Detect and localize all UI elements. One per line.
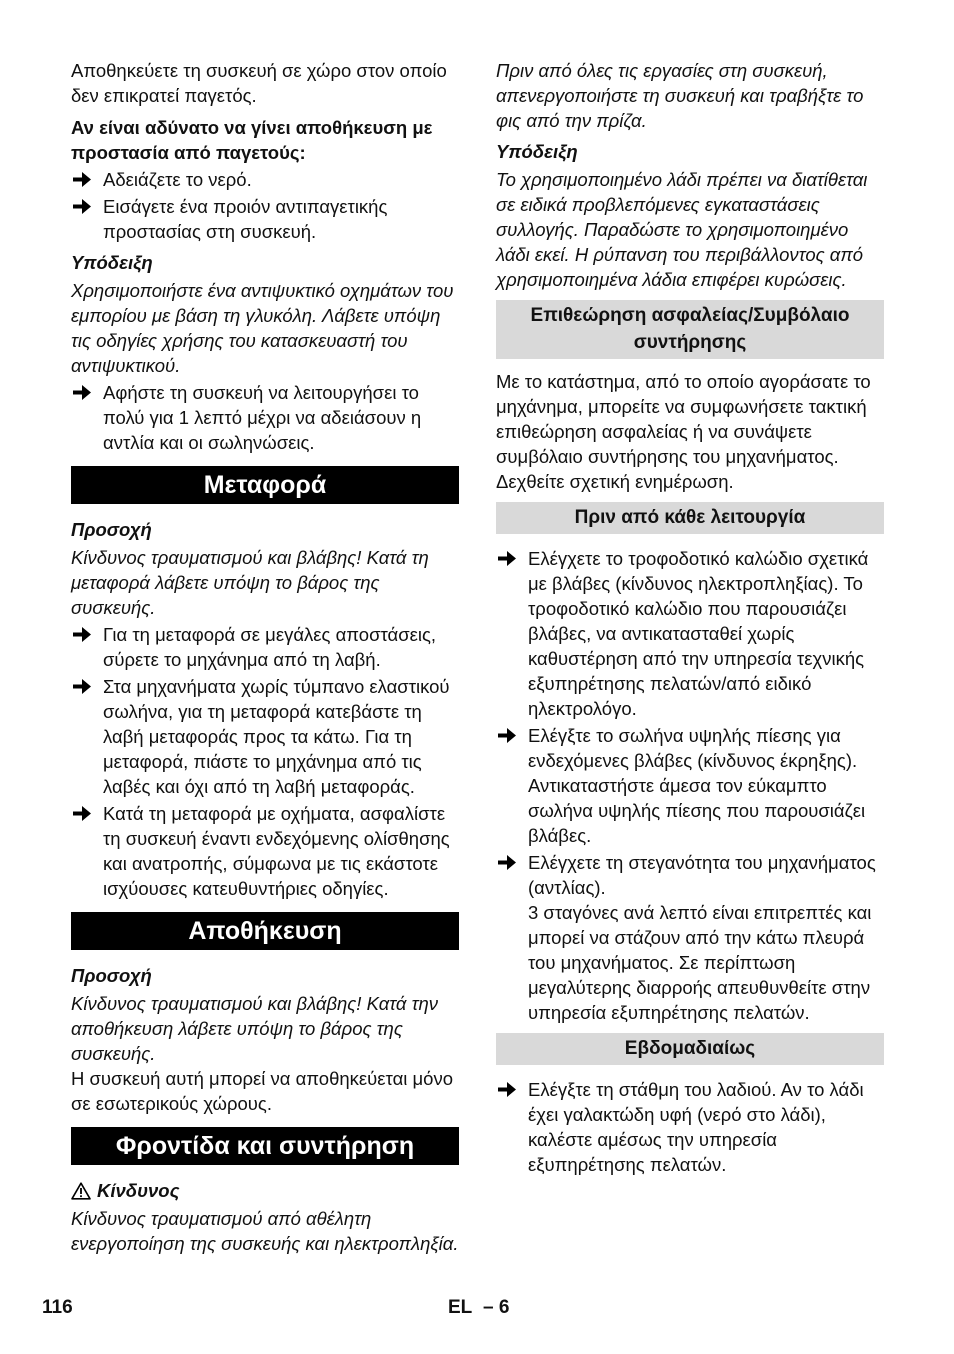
- run-bullet: [71, 380, 459, 455]
- arrow-right-icon: [71, 674, 93, 699]
- arrow-right-icon: [496, 546, 518, 571]
- right-column: [496, 58, 884, 1177]
- section-title-transport: Μεταφορά: [71, 466, 459, 504]
- subsection-title-inspection: Επιθεώρηση ασφαλείας/Συμβόλαιο συντήρησης: [496, 300, 884, 359]
- danger-text: Κίνδυνος τραυματισμού από αθέλητη ενεργοποίηση της συσκευής και ηλεκτροπληξία.: [71, 1208, 459, 1254]
- frost-bullet-2: [71, 194, 459, 244]
- arrow-right-icon: [71, 167, 93, 192]
- bullet-text: Αφήστε τη συσκευή να λειτουργήσει το πολύ για 1 λεπτό μέχρι να αδειάσουν η αντλία και οι σωληνώσεις.: [103, 382, 422, 453]
- bullet-text: Για τη μεταφορά σε μεγάλες αποστάσεις, σύρετε το μηχάνημα από τη λαβή.: [103, 624, 437, 670]
- frost-bullet-1: [71, 167, 459, 192]
- bullet-text: Ελέγξτε το σωλήνα υψηλής πίεσης για ενδεχόμενες βλάβες (κίνδυνος έκρηξης).: [528, 725, 858, 771]
- note-label: Υπόδειξη: [496, 141, 578, 162]
- storage-intro-text: Αποθηκεύετε τη συσκευή σε χώρο στον οποίο δεν επικρατεί παγετός.: [71, 60, 447, 106]
- arrow-right-icon: [71, 622, 93, 647]
- subsection-title-before-each: Πριν από κάθε λειτουργία: [496, 502, 884, 534]
- transport-bullet-2: [71, 674, 459, 799]
- section-title-care: Φροντίδα και συντήρηση: [71, 1127, 459, 1165]
- bullet-extra-text: Αντικαταστήστε άμεσα τον εύκαμπτο σωλήνα υψηλής πίεσης που παρουσιάζει βλάβες.: [528, 775, 866, 846]
- caution-text: Κίνδυνος τραυματισμού και βλάβης! Κατά την αποθήκευση λάβετε υπόψη το βάρος της συσκευής.: [71, 993, 439, 1064]
- danger-label: Κίνδυνος: [97, 1180, 180, 1201]
- arrow-right-icon: [496, 850, 518, 875]
- bullet-extra-text: 3 σταγόνες ανά λεπτό είναι επιτρεπτές και μπορεί να στάζουν από την κάτω πλευρά του μηχανήματος. Σε περίπτωση μεγαλύτερης διαρροής απευθυνθείτε στην υπηρεσία εξυπηρέτησης πελατών.: [528, 902, 872, 1023]
- warning-triangle-icon: [71, 1182, 91, 1200]
- bullet-text: Ελέγχετε τη στεγανότητα του μηχανήματος (αντλίας).: [528, 852, 876, 898]
- check-bullet-1: [496, 546, 884, 721]
- caution-label: Προσοχή: [71, 965, 152, 986]
- section-title-storage: Αποθήκευση: [71, 912, 459, 950]
- bullet-text: Κατά τη μεταφορά με οχήματα, ασφαλίστε τη συσκευή έναντι ενδεχόμενης ολίσθησης και ανατροπής, σύμφωνα με τις εκάστοτε ισχύουσες κατευθυντήριες οδηγίες.: [103, 803, 450, 899]
- arrow-right-icon: [71, 801, 93, 826]
- storage-text: Η συσκευή αυτή μπορεί να αποθηκεύεται μόνο σε εσωτερικούς χώρους.: [71, 1068, 454, 1114]
- bullet-text: Αδειάζετε το νερό.: [103, 169, 252, 190]
- bullet-text: Ελέγξτε τη στάθμη του λαδιού. Αν το λάδι έχει γαλακτώδη υφή (νερό στο λάδι), καλέστε αμέσως την υπηρεσία εξυπηρέτησης πελατών.: [528, 1079, 864, 1175]
- caution-label: Προσοχή: [71, 519, 152, 540]
- footer-section-code: EL: [448, 1297, 473, 1318]
- arrow-right-icon: [496, 1077, 518, 1102]
- left-column: [71, 58, 459, 1256]
- arrow-right-icon: [71, 194, 93, 219]
- note-text: Χρησιμοποιήστε ένα αντιψυκτικό οχημάτων του εμπορίου με βάση τη γλυκόλη. Λάβετε υπόψη τις οδηγίες χρήσης του κατασκευαστή του αντιψυκτικού.: [71, 280, 454, 376]
- page-number: 116: [42, 1297, 73, 1318]
- arrow-right-icon: [71, 380, 93, 405]
- caution-text: Κίνδυνος τραυματισμού και βλάβης! Κατά τη μεταφορά λάβετε υπόψη το βάρος της συσκευής.: [71, 547, 429, 618]
- note-text: Το χρησιμοποιημένο λάδι πρέπει να διατίθεται σε ειδικά προβλεπόμενες εγκαταστάσεις συλλογής. Παραδώστε το χρησιμοποιημένο λάδι εκεί. Η ρύπανση του περιβάλλοντος από χρησιμοποιημένα λάδια επιφέρει κυρώσεις.: [496, 169, 868, 290]
- bullet-text: Εισάγετε ένα προιόν αντιπαγετικής προστασίας στη συσκευή.: [103, 196, 388, 242]
- frost-heading: Αν είναι αδύνατο να γίνει αποθήκευση με προστασία από παγετούς:: [71, 117, 433, 163]
- check-bullet-3: [496, 850, 884, 1025]
- danger-heading: [71, 1178, 459, 1203]
- bullet-text: Στα μηχανήματα χωρίς τύμπανο ελαστικού σωλήνα, για τη μεταφορά κατεβάστε τη λαβή μεταφοράς προς τα κάτω. Για τη μεταφορά, πιάστε το μηχάνημα από τις λαβές και όχι από τη λαβή μεταφοράς.: [103, 676, 450, 797]
- bullet-text: Ελέγχετε το τροφοδοτικό καλώδιο σχετικά με βλάβες (κίνδυνος ηλεκτροπληξίας). Το τροφοδοτικό καλώδιο που παρουσιάζει βλάβες, να αντικατασταθεί χωρίς καθυστέρηση από την υπηρεσία τεχνικής εξυπηρέτησης πελατών/από ειδικό ηλεκτρολόγο.: [528, 548, 869, 719]
- footer-section-page: – 6: [483, 1297, 510, 1318]
- inspection-text: Με το κατάστημα, από το οποίο αγοράσατε το μηχάνημα, μπορείτε να συμφωνήσετε τακτική επιθεώρηση ασφαλείας ή να συνάψετε συμβόλαιο συντήρησης του μηχανήματος. Δεχθείτε σχετική ενημέρωση.: [496, 371, 871, 492]
- transport-bullet-1: [71, 622, 459, 672]
- note-label: Υπόδειξη: [71, 252, 153, 273]
- subsection-title-weekly: Εβδομαδιαίως: [496, 1033, 884, 1065]
- before-work-text: Πριν από όλες τις εργασίες στη συσκευή, απενεργοποιήστε τη συσκευή και τραβήξτε το φις από την πρίζα.: [496, 60, 864, 131]
- arrow-right-icon: [496, 723, 518, 748]
- weekly-bullet-1: [496, 1077, 884, 1177]
- check-bullet-2: [496, 723, 884, 848]
- transport-bullet-3: [71, 801, 459, 901]
